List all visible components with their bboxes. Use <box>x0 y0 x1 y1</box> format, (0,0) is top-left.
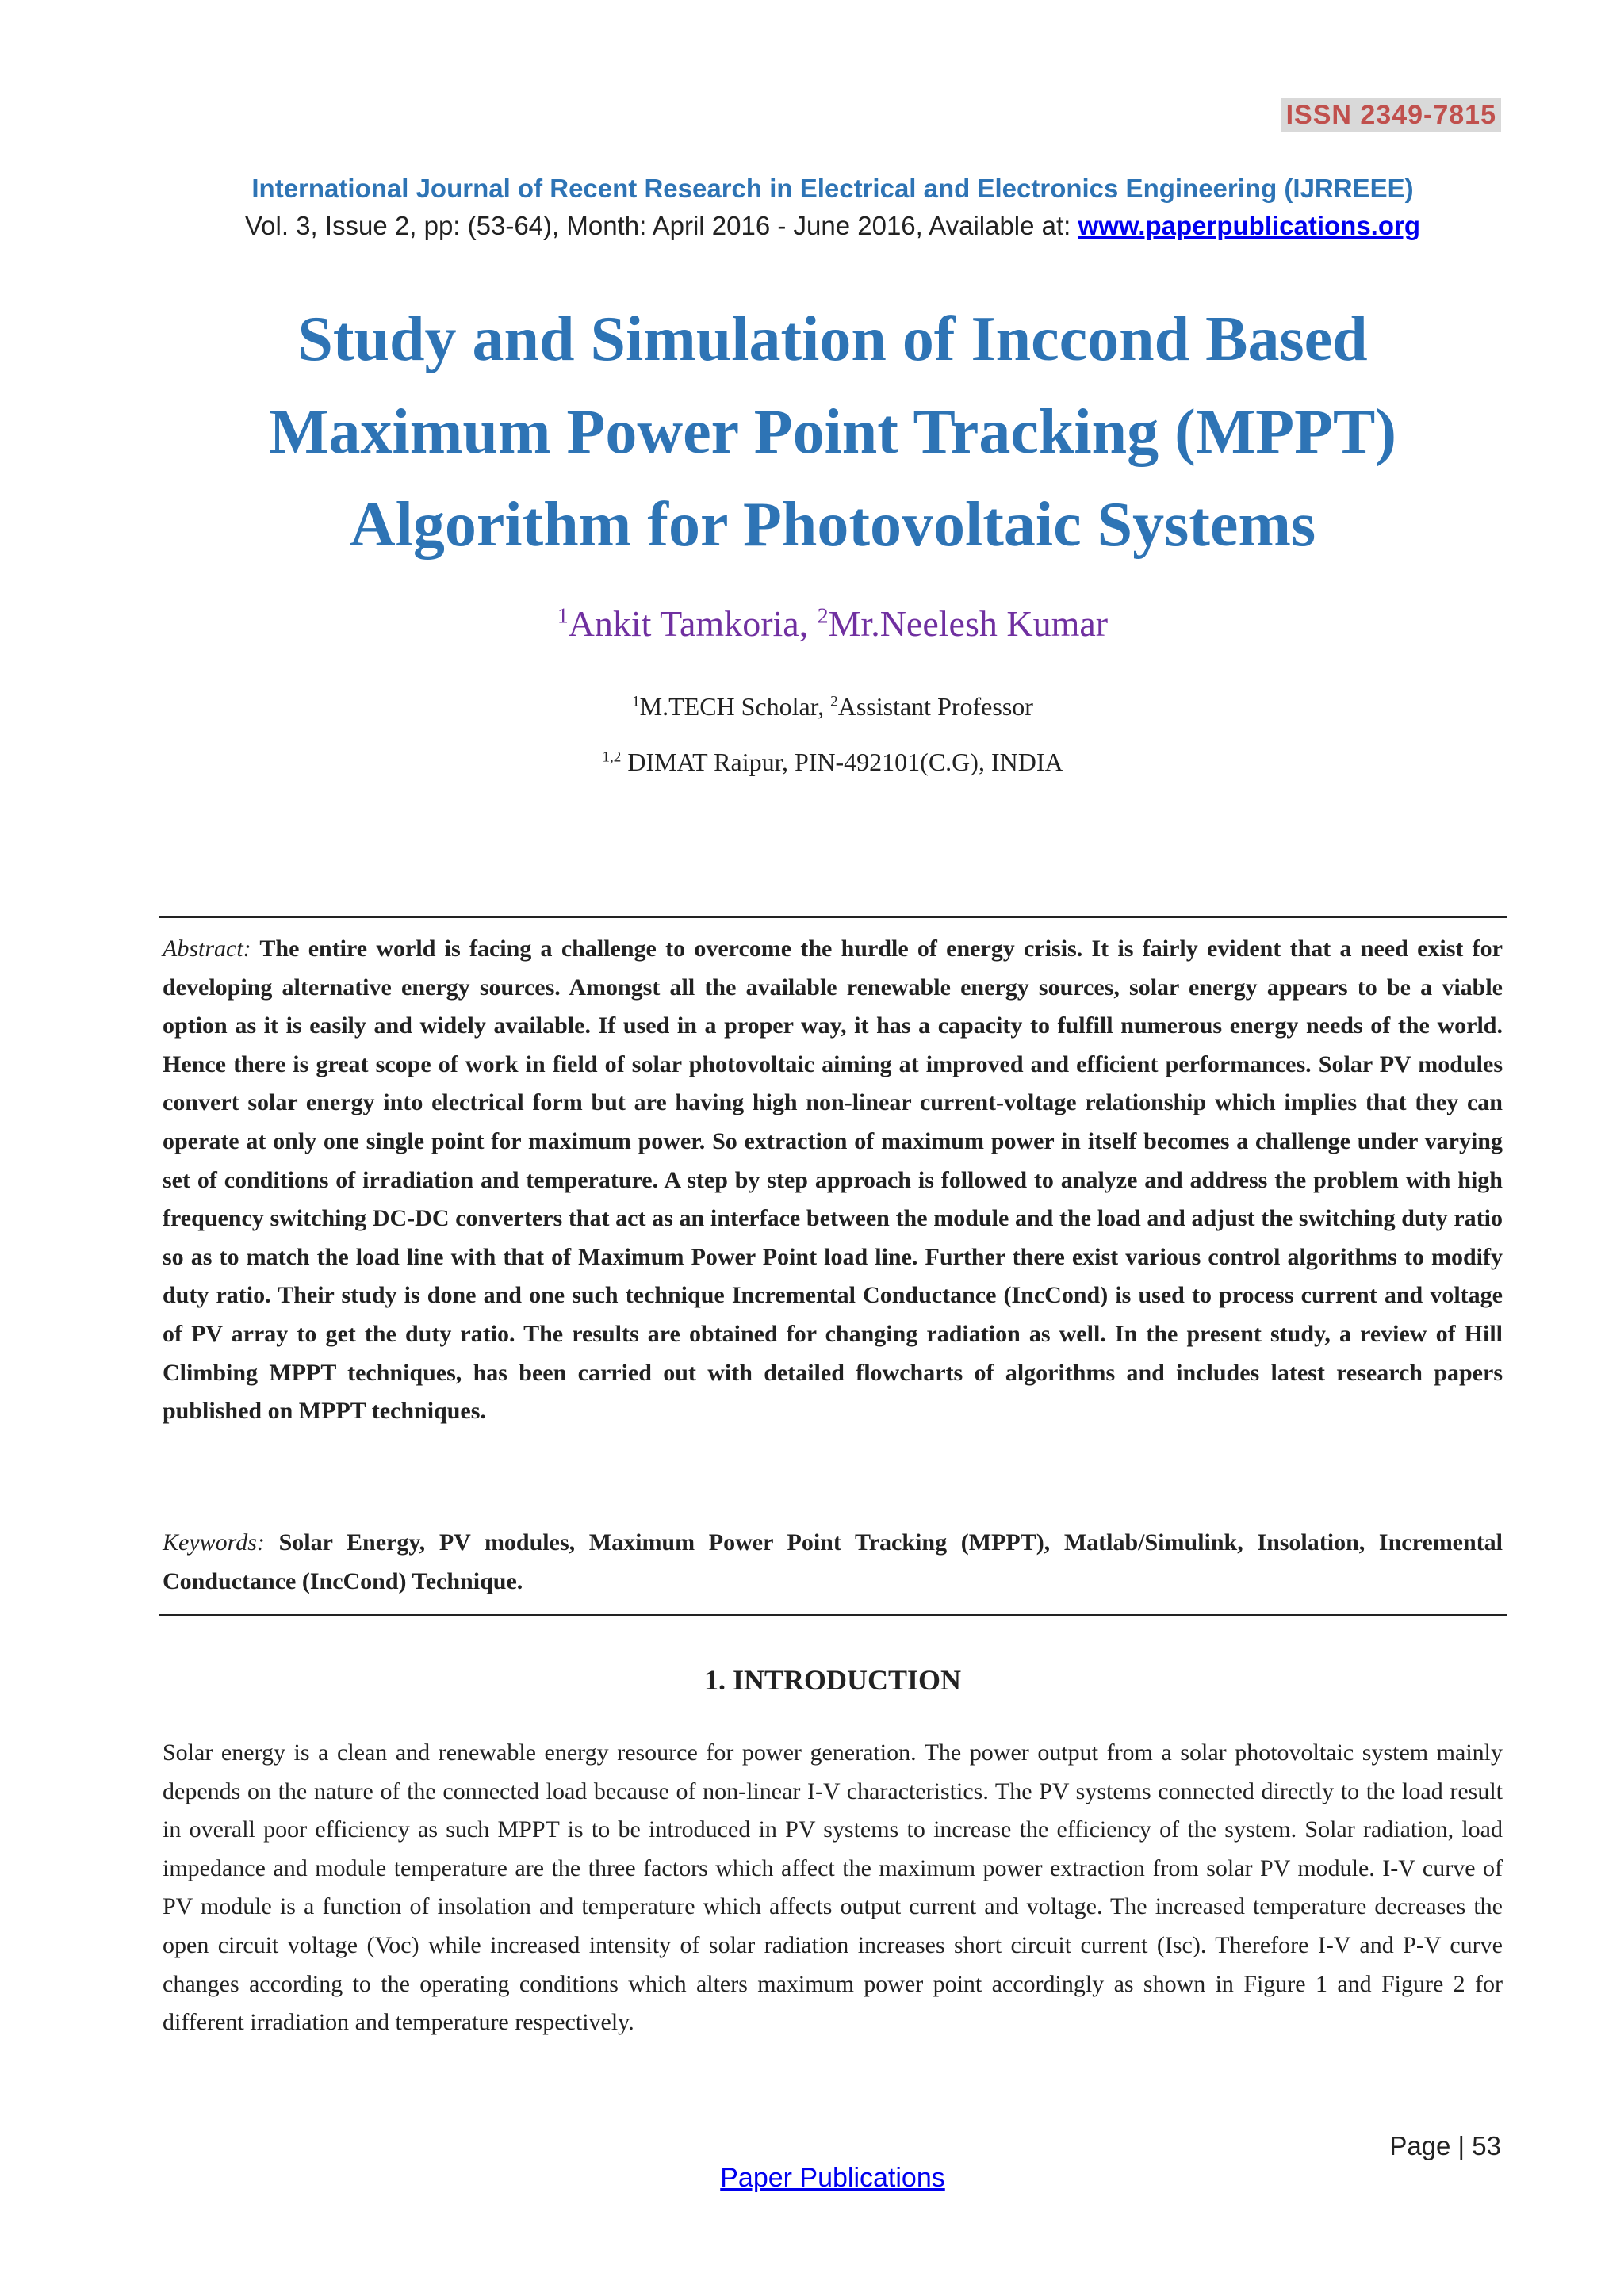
institution-name: DIMAT Raipur, PIN-492101(C.G), INDIA <box>621 748 1063 776</box>
issn-badge: ISSN 2349-7815 <box>1281 98 1501 132</box>
publisher-link[interactable]: Paper Publications <box>720 2163 945 2193</box>
paper-title <box>119 293 1546 572</box>
bottom-divider <box>159 1614 1507 1616</box>
keywords-label: Keywords: <box>163 1529 265 1556</box>
role-sup-1: 1 <box>632 693 640 710</box>
title-line-3: Algorithm for Photovoltaic Systems <box>349 490 1316 560</box>
abstract-text: The entire world is facing a challenge to overcome the hurdle of energy crisis. It is fairly evident that a need exist for developing alternative energy sources. Amongst all the available renewable energy sources, solar energy appears to be a viable option as it is easily and widely available. If used in a proper way, it has a capacity to fulfill numerous energy needs of the world. Hence there is great scope of work in field of solar photovoltaic aiming at improved and efficient performances. Solar PV modules convert solar energy into electrical form but are having high non-linear current-voltage relationship which implies that they can operate at only one single point for maximum power. So extraction of maximum power in itself becomes a challenge under varying set of conditions of irradiation and temperature. A step by step approach is followed to analyze and address the problem with high frequency switching DC-DC converters that act as an interface between the module and the load and adjust the switching duty ratio so as to match the load line with that of Maximum Power Point load line. Further there exist various control algorithms to modify duty ratio. Their study is done and one such technique Incremental Conductance (IncCond) is used to process current and voltage of PV array to get the duty ratio. The results are obtained for changing radiation as well. In the present study, a review of Hill Climbing MPPT techniques, has been carried out with detailed flowcharts of algorithms and includes latest research papers published on MPPT techniques. <box>163 936 1503 1425</box>
title-line-1: Study and Simulation of Inccond Based <box>297 304 1368 374</box>
abstract <box>163 930 1503 1431</box>
keywords-text: Solar Energy, PV modules, Maximum Power Point Tracking (MPPT), Matlab/Simulink, Insolation, Incremental Conductance (IncCond) Technique. <box>163 1529 1503 1594</box>
author-2: Mr.Neelesh Kumar <box>828 603 1109 644</box>
institution <box>0 748 1624 777</box>
role-1: M.TECH Scholar, <box>639 692 831 721</box>
volume-text: Vol. 3, Issue 2, pp: (53-64), Month: April 2016 - June 2016, Available at: <box>244 211 1078 240</box>
top-divider <box>159 916 1507 918</box>
journal-name: International Journal of Recent Research in Electrical and Electronics Engineering (IJRREEE) <box>251 174 1414 203</box>
role-sup-2: 2 <box>830 693 838 710</box>
introduction-text: Solar energy is a clean and renewable energy resource for power generation. The power output from a solar photovoltaic system mainly depends on the nature of the connected load because of non-linear I-V characteristics. The PV systems connected directly to the load result in overall poor efficiency as such MPPT is to be introduced in PV systems to increase the efficiency of the system. Solar radiation, load impedance and module temperature are the three factors which affect the maximum power extraction from solar PV module. I-V curve of PV module is a function of insolation and temperature which affects output current and voltage. The increased temperature decreases the open circuit voltage (Voc) while increased intensity of solar radiation increases short circuit current (Isc). Therefore I-V and P-V curve changes according to the operating conditions which alters maximum power point accordingly as shown in Figure 1 and Figure 2 for different irradiation and temperature respectively. <box>163 1739 1503 2036</box>
abstract-label: Abstract: <box>163 936 251 962</box>
title-line-2: Maximum Power Point Tracking (MPPT) <box>268 397 1397 467</box>
author-roles <box>0 692 1624 721</box>
institution-sup: 1,2 <box>602 748 622 766</box>
website-link[interactable]: www.paperpublications.org <box>1078 211 1421 240</box>
page-number: Page | 53 <box>1389 2131 1501 2160</box>
volume-info <box>0 211 1624 241</box>
authors <box>0 603 1624 645</box>
role-2: Assistant Professor <box>837 692 1033 721</box>
section-heading: 1. INTRODUCTION <box>703 1664 962 1696</box>
keywords <box>163 1524 1503 1601</box>
author-sup-1: 1 <box>557 603 569 628</box>
author-sup-2: 2 <box>817 603 829 628</box>
author-1: Ankit Tamkoria, <box>568 603 818 644</box>
